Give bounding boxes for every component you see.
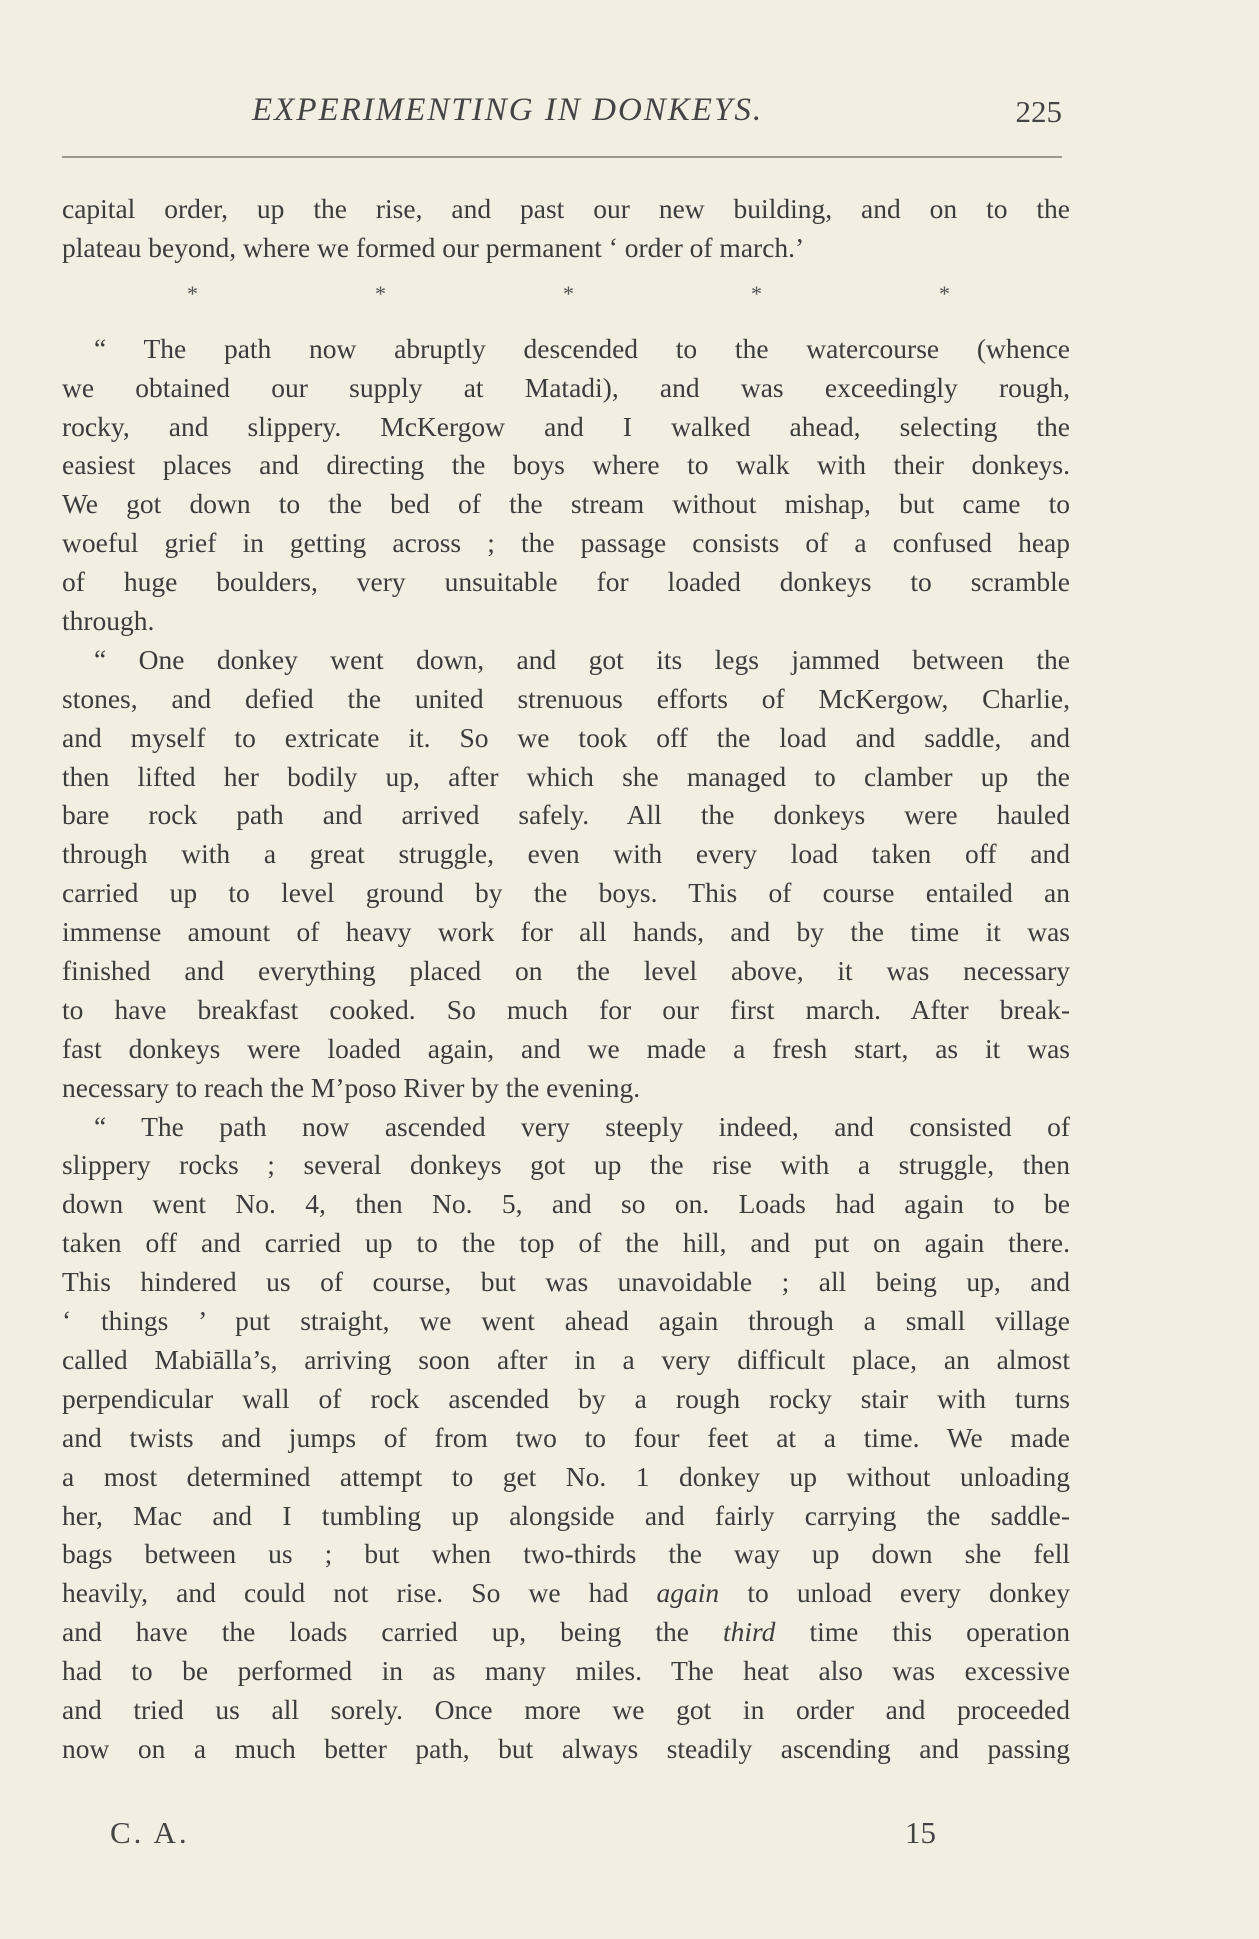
text-line: her, Mac and I tumbling up alongside and fairly carrying the saddle- <box>62 1499 1070 1531</box>
text-line: bare rock path and arrived safely. All the donkeys were hauled <box>62 799 1070 831</box>
sheet-number: 15 <box>905 1815 936 1850</box>
text-line: slippery rocks ; several donkeys got up the rise with a struggle, then <box>62 1149 1070 1181</box>
section-break <box>62 268 1070 320</box>
text-line: immense amount of heavy work for all hands, and by the time it was <box>62 916 1070 948</box>
signature-mark: C. A. <box>110 1815 190 1850</box>
page-number: 225 <box>1015 94 1062 129</box>
text-line: and tried us all sorely. Once more we got in order and proceeded <box>62 1693 1070 1725</box>
text-line: had to be performed in as many miles. The heat also was excessive <box>62 1655 1070 1687</box>
text-line: now on a much better path, but always steadily ascending and passing <box>62 1732 1070 1764</box>
text-line: heavily, and could not rise. So we had again to unload every donkey <box>62 1577 1071 1609</box>
text-line: plateau beyond, where we formed our permanent ‘ order of march.’ <box>62 231 805 263</box>
text-line: to have breakfast cooked. So much for our first march. After break- <box>62 993 1070 1025</box>
text-line: down went No. 4, then No. 5, and so on. Loads had again to be <box>62 1188 1070 1220</box>
paragraph <box>62 641 1070 1108</box>
emphasis-word: third <box>722 1616 776 1648</box>
text-line: ‘ things ’ put straight, we went ahead again through a small village <box>62 1305 1070 1337</box>
text-line: taken off and carried up to the top of the hill, and put on again there. <box>62 1227 1070 1259</box>
paragraph <box>62 330 1070 641</box>
asterisk: * <box>563 280 574 306</box>
running-title: EXPERIMENTING IN DONKEYS. <box>252 92 764 128</box>
text-line: we obtained our supply at Matadi), and was exceedingly rough, <box>62 371 1070 403</box>
header-rule <box>62 156 1062 158</box>
text-line: and have the loads carried up, being the third time this operation <box>62 1616 1070 1648</box>
asterisk: * <box>375 280 386 306</box>
text-line: through with a great struggle, even with every load taken off and <box>62 838 1070 870</box>
text-line: carried up to level ground by the boys. This of course entailed an <box>62 877 1070 909</box>
text-line: woeful grief in getting across ; the passage consists of a confused heap <box>62 527 1070 559</box>
text-line: fast donkeys were loaded again, and we made a fresh start, as it was <box>62 1032 1070 1064</box>
text-line: bags between us ; but when two-thirds the way up down she fell <box>62 1538 1070 1570</box>
page-footer <box>110 1815 960 1855</box>
text-line: rocky, and slippery. McKergow and I walked ahead, selecting the <box>62 410 1070 442</box>
text-line: easiest places and directing the boys where to walk with their donkeys. <box>62 449 1070 481</box>
emphasis-word: again <box>656 1577 720 1609</box>
text-line: “ One donkey went down, and got its legs jammed between the <box>94 643 1070 675</box>
asterisk: * <box>187 280 198 306</box>
text-line: through. <box>62 605 155 637</box>
paragraph <box>62 1108 1070 1769</box>
running-header <box>62 92 1062 138</box>
text-line: necessary to reach the M’poso River by the evening. <box>62 1071 641 1103</box>
text-line: and twists and jumps of from two to four feet at a time. We made <box>62 1421 1070 1453</box>
text-line: then lifted her bodily up, after which she managed to clamber up the <box>62 760 1070 792</box>
text-line: of huge boulders, very unsuitable for loaded donkeys to scramble <box>62 566 1070 598</box>
text-line: called Mabiālla’s, arriving soon after in a very difficult place, an almost <box>62 1343 1070 1375</box>
text-line: a most determined attempt to get No. 1 donkey up without unloading <box>62 1460 1070 1492</box>
text-line: capital order, up the rise, and past our new building, and on to the <box>62 193 1070 224</box>
text-line: “ The path now abruptly descended to the watercourse (whence <box>94 332 1070 364</box>
text-line: perpendicular wall of rock ascended by a rough rocky stair with turns <box>62 1382 1070 1414</box>
text-line: We got down to the bed of the stream without mishap, but came to <box>62 488 1070 520</box>
asterisk: * <box>939 280 950 306</box>
asterisk: * <box>751 280 762 306</box>
text-line: This hindered us of course, but was unavoidable ; all being up, and <box>62 1266 1070 1298</box>
text-line: and myself to extricate it. So we took off the load and saddle, and <box>62 721 1070 753</box>
paragraph <box>62 190 1070 268</box>
text-line: stones, and defied the united strenuous efforts of McKergow, Charlie, <box>62 682 1070 714</box>
text-line: “ The path now ascended very steeply indeed, and consisted of <box>94 1110 1070 1142</box>
page-body <box>62 190 1070 1769</box>
text-line: finished and everything placed on the level above, it was necessary <box>62 955 1070 987</box>
